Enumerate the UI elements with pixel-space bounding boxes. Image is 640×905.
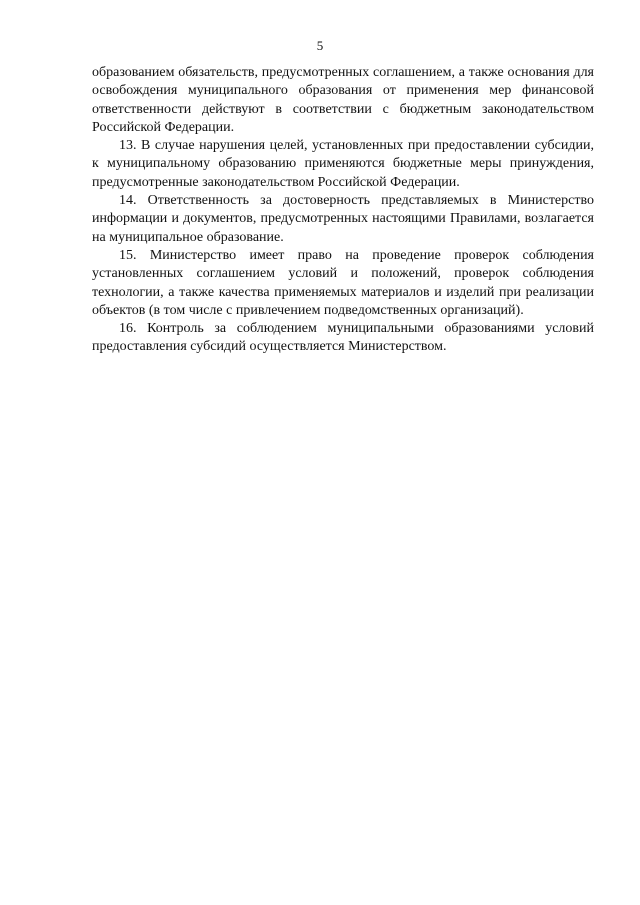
paragraph-16: 16. Контроль за соблюдением муниципальными образованиями условий предоставления субсидий осуществляется Министерством.	[92, 321, 594, 355]
paragraph-continuation: образованием обязательств, предусмотренных соглашением, а также основания для освобождения муниципального образования от применения мер финансовой ответственности действуют в соответствии с бюджетным законодательством Российской Федерации.	[92, 65, 594, 135]
document-body	[92, 64, 594, 357]
paragraph-13: 13. В случае нарушения целей, установленных при предоставлении субсидии, к муниципальному образованию применяются бюджетные меры принуждения, предусмотренные законодательством Российской Федерации.	[92, 138, 594, 190]
page-number: 5	[316, 38, 324, 53]
paragraph-14: 14. Ответственность за достоверность представляемых в Министерство информации и документов, предусмотренных настоящими Правилами, возлагается на муниципальное образование.	[92, 193, 594, 245]
paragraph-15: 15. Министерство имеет право на проведение проверок соблюдения установленных соглашением условий и положений, проверок соблюдения технологии, а также качества применяемых материалов и изделий при реализации объектов (в том числе с привлечением подведомственных организаций).	[92, 247, 594, 318]
